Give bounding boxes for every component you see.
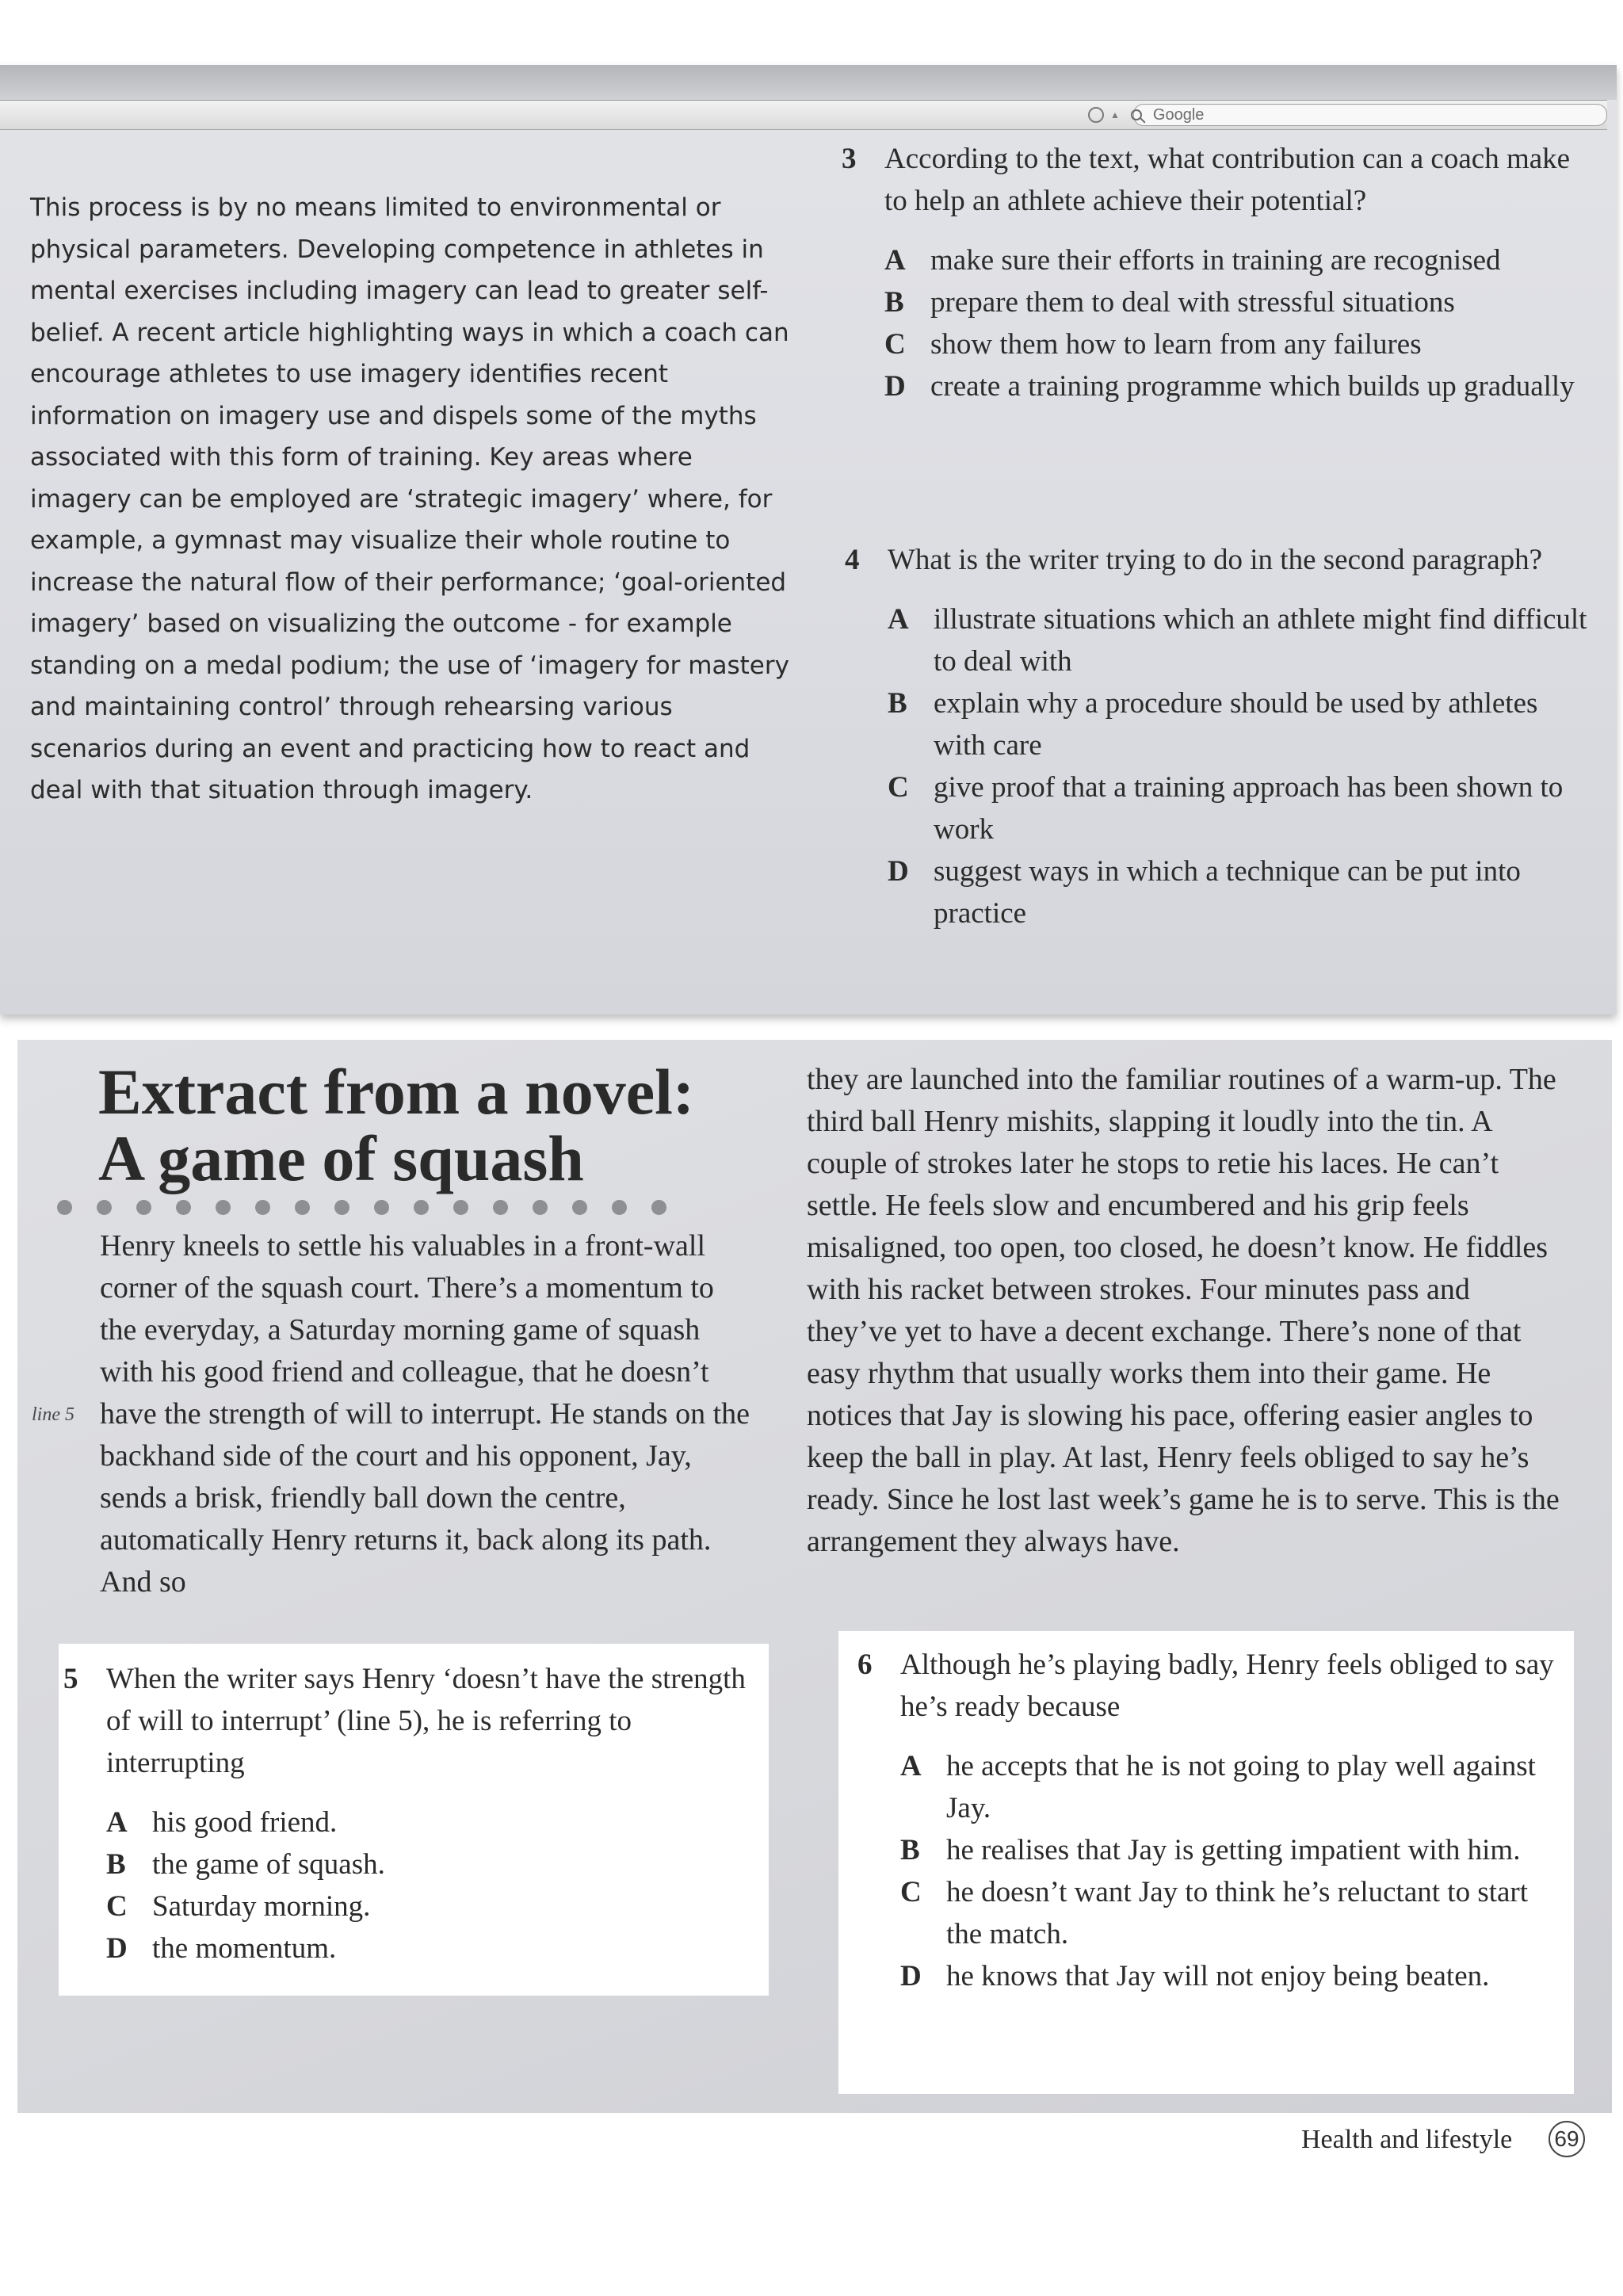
- question-number: 4: [845, 544, 860, 576]
- question-number: 3: [842, 143, 857, 175]
- question-stem: According to the text, what contribution can a coach make to help an athlete achieve their potential?: [884, 143, 1571, 217]
- option-3d[interactable]: D create a training programme which builds up gradually: [884, 370, 1575, 403]
- option-3b[interactable]: B prepare them to deal with stressful situations: [884, 286, 1455, 319]
- search-placeholder: Google: [1152, 105, 1205, 124]
- footer-section-title: Health and lifestyle: [1301, 2125, 1513, 2154]
- option-6a[interactable]: A he accepts that he is not going to play well against Jay.: [900, 1750, 1536, 1824]
- page-number: 69: [1549, 2121, 1585, 2157]
- novel-text-column-2: they are launched into the familiar routines of a warm-up. The third ball Henry mishits, slapping it loudly into the tin. A couple of strokes later he stops to retie his laces. He can’t settle. He feels slow and encumbered and his grip feels misaligned, too open, too closed, he doesn’t know. He fiddles with his racket between strokes. Four minutes pass and they’ve yet to have a decent exchange. There’s none of that easy rhythm that usually works them into their game. He notices that Jay is slowing his pace, offering easier angles to keep the ball in play. At last, Henry feels obliged to say he’s ready. Since he lost last week’s game he is to serve. This is the arrangement they always have.: [807, 1063, 1560, 1558]
- search-field[interactable]: [1110, 104, 1607, 126]
- question-number: 6: [857, 1648, 873, 1681]
- question-6: [857, 1644, 1571, 1997]
- option-3c[interactable]: C show them how to learn from any failures: [884, 328, 1422, 361]
- caret-up-icon: ▲: [1110, 109, 1120, 120]
- question-5: [63, 1658, 761, 1969]
- option-4a[interactable]: A illustrate situations which an athlete might find difficult to deal with: [888, 603, 1587, 678]
- browser-toolbar: [0, 100, 1607, 130]
- question-4: [845, 539, 1590, 934]
- question-stem: Although he’s playing badly, Henry feels obliged to say he’s ready because: [900, 1648, 1554, 1723]
- dot-divider: [57, 1200, 666, 1215]
- option-5d[interactable]: D the momentum.: [106, 1932, 337, 1965]
- line-number-marker: line 5: [32, 1404, 74, 1425]
- question-number: 5: [63, 1663, 78, 1695]
- reload-icon[interactable]: [1088, 107, 1104, 123]
- option-4b[interactable]: B explain why a procedure should be used by athletes with care: [888, 687, 1538, 762]
- option-5c[interactable]: C Saturday morning.: [106, 1890, 371, 1923]
- option-4c[interactable]: C give proof that a training approach has been shown to work: [888, 771, 1564, 846]
- novel-text-column-1: Henry kneels to settle his valuables in a front-wall corner of the squash court. There’s a momentum to the everyday, a Saturday morning game of squash with his good friend and colleague, that he doesn’t have the strength of will to interrupt. He stands on the backhand side of the court and his opponent, Jay, sends a brisk, friendly ball down the centre, automatically Henry returns it, back along its path. And so: [100, 1229, 750, 1599]
- option-6b[interactable]: B he realises that Jay is getting impatient with him.: [900, 1834, 1521, 1866]
- question-stem: When the writer says Henry ‘doesn’t have the strength of will to interrupt’ (line 5), he is referring to interrupting: [106, 1663, 746, 1779]
- option-6c[interactable]: C he doesn’t want Jay to think he’s reluctant to start the match.: [900, 1876, 1529, 1950]
- search-icon[interactable]: [1131, 109, 1142, 120]
- option-5a[interactable]: A his good friend.: [106, 1806, 338, 1839]
- passage-imagery: This process is by no means limited to environmental or physical parameters. Developing competence in athletes in mental exercises including imagery can lead to greater self-belief. A recent article highlighting ways in which a coach can encourage athletes to use imagery identifies recent information on imagery use and dispels some of the myths associated with this form of training. Key areas where imagery can be employed are ‘strategic imagery’ where, for example, a gymnast may visualize their whole routine to increase the natural flow of their performance; ‘goal-oriented imagery’ based on visualizing the outcome - for example standing on a medal podium; the use of ‘imagery for mastery and maintaining control’ through rehearsing various scenarios during an event and practicing how to react and deal with that situation through imagery.: [30, 193, 789, 804]
- novel-title: Extract from a novel: A game of squash: [98, 1056, 695, 1194]
- option-6d[interactable]: D he knows that Jay will not enjoy being beaten.: [900, 1960, 1490, 1992]
- option-4d[interactable]: D suggest ways in which a technique can be put into practice: [888, 855, 1521, 930]
- option-5b[interactable]: B the game of squash.: [106, 1848, 385, 1881]
- question-3: [842, 138, 1587, 407]
- option-3a[interactable]: A make sure their efforts in training are recognised: [884, 244, 1501, 277]
- question-stem: What is the writer trying to do in the second paragraph?: [888, 544, 1543, 576]
